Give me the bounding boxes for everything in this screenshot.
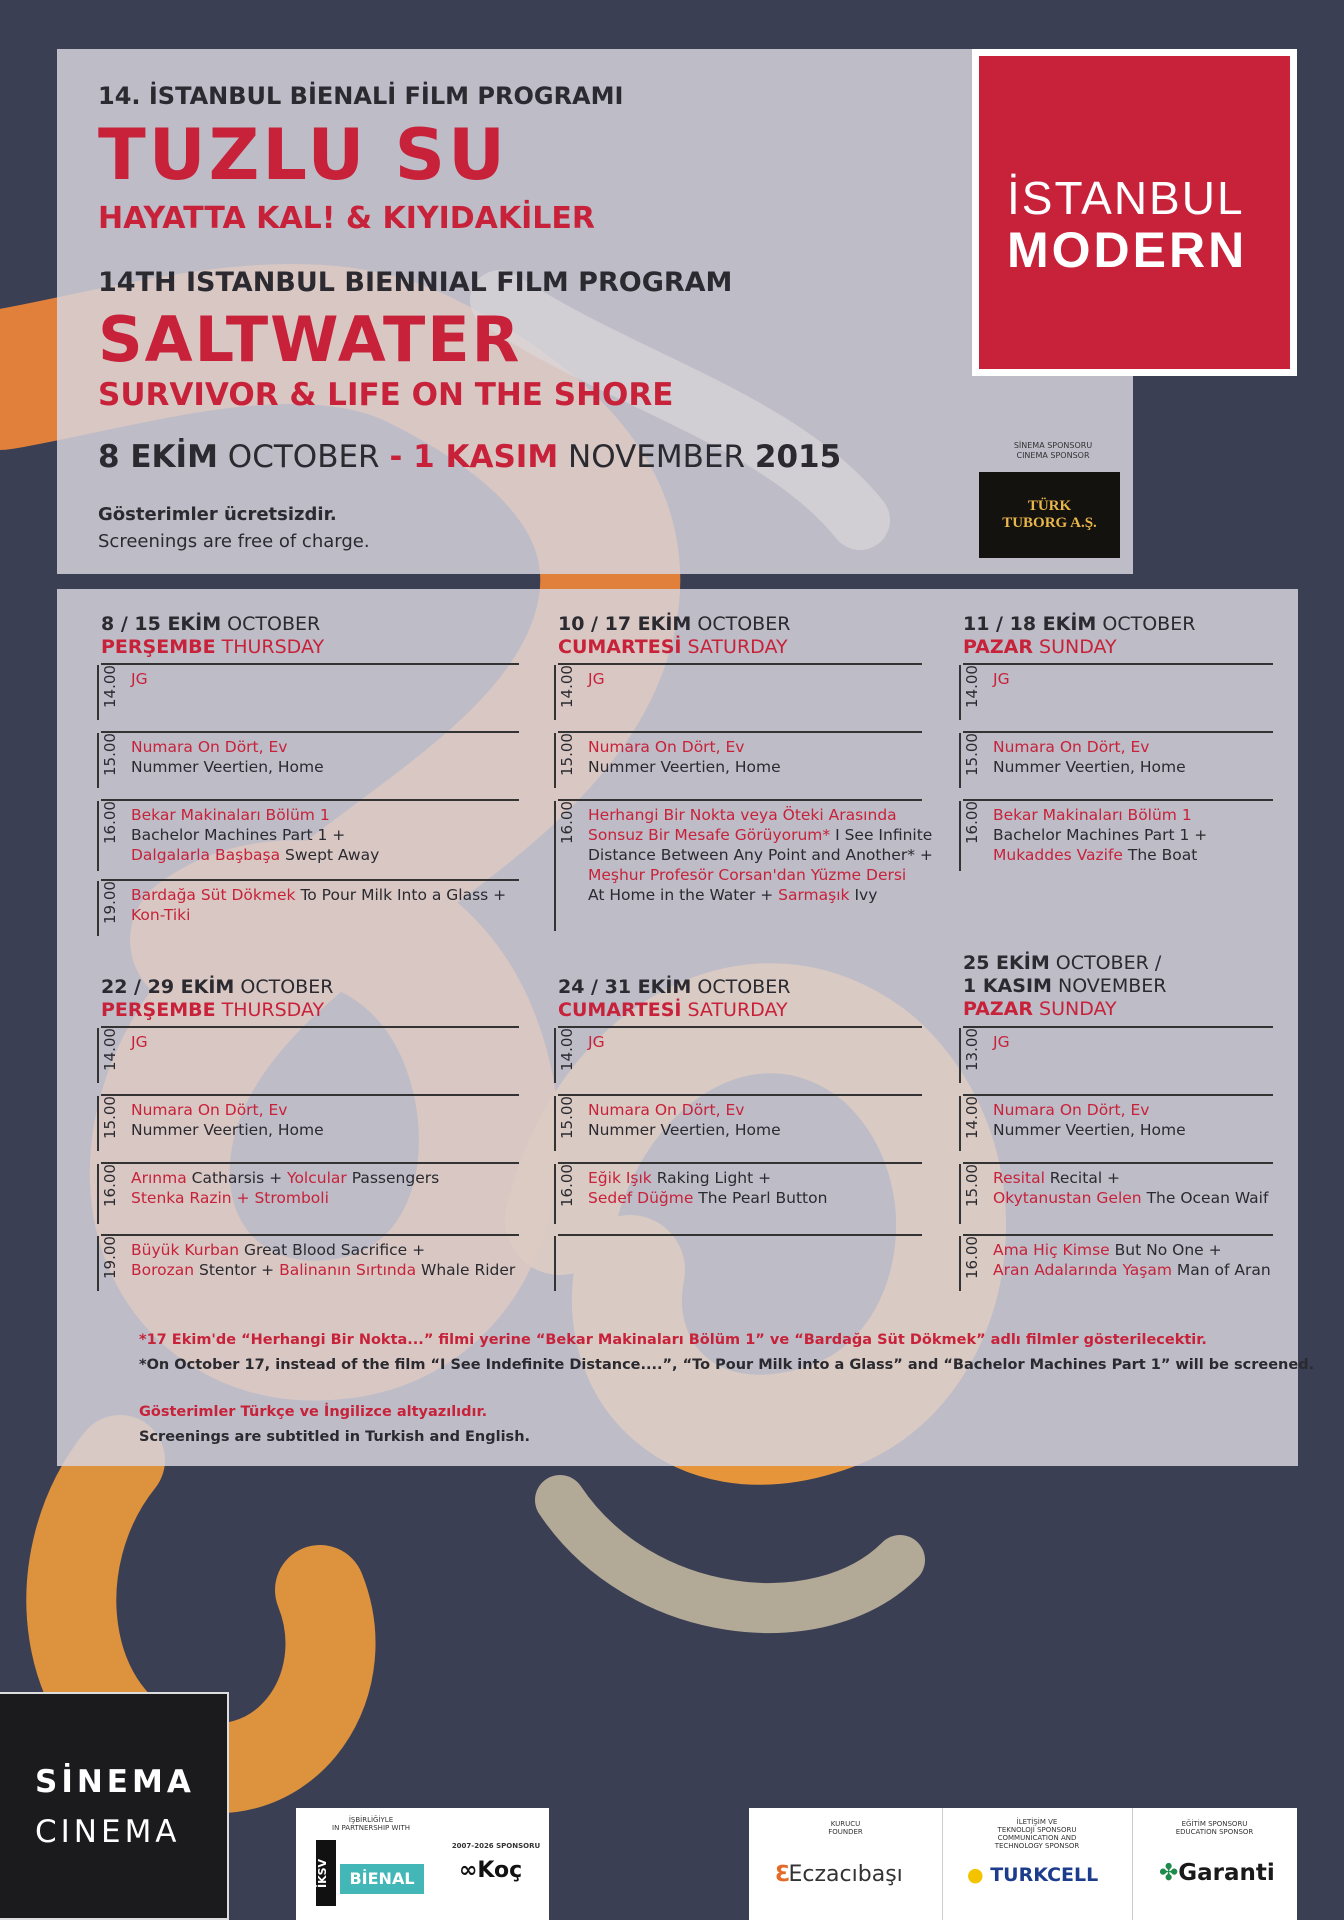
film-title-tr: Resital [993, 1169, 1045, 1187]
film-line [993, 805, 1207, 825]
tuborg-line-1: TÜRK [1027, 498, 1072, 514]
day-date: 25 EKİM OCTOBER / [963, 952, 1162, 974]
film-title-en: Distance Between Any Point and Another* + [588, 846, 933, 864]
screening-slot [963, 1234, 1273, 1291]
partner-logos [296, 1808, 549, 1920]
film-line [588, 1188, 827, 1208]
film-line [131, 1100, 324, 1120]
day-name: PAZAR SUNDAY [963, 636, 1117, 658]
film-line [131, 1260, 515, 1280]
istanbul-modern-logo [972, 49, 1297, 376]
film-line [993, 845, 1207, 865]
start-month-en: OCTOBER [217, 439, 390, 475]
screening-titles [993, 805, 1207, 865]
film-title-tr: Borozan [131, 1261, 195, 1279]
edu-sponsor-caption: EĞİTİM SPONSORU EDUCATION SPONSOR [1175, 1820, 1254, 1836]
tr-main-title: TUZLU SU [98, 114, 508, 196]
note-subtitles-tr: Gösterimler Türkçe ve İngilizce altyazılıdır. [139, 1404, 488, 1420]
screening-time: 19.00 [97, 881, 121, 936]
screening-time: 14.00 [554, 665, 578, 720]
screening-titles [588, 737, 781, 777]
film-title-tr: Bekar Makinaları Bölüm 1 [993, 806, 1192, 824]
program-dates [98, 439, 841, 475]
film-title-tr: Numara On Dört, Ev [588, 738, 745, 756]
film-title-en: Nummer Veertien, Home [993, 758, 1186, 776]
film-title-en: Catharsis + [186, 1169, 288, 1187]
day-name: PAZAR SUNDAY [963, 998, 1117, 1020]
film-line [588, 885, 933, 905]
free-note-tr: Gösterimler ücretsizdir. [98, 504, 337, 525]
film-title-tr: Arınma [131, 1169, 187, 1187]
film-title-tr: Yolcular [287, 1169, 347, 1187]
screening-time: 16.00 [97, 1164, 121, 1224]
film-line [993, 737, 1186, 757]
garanti-clover-icon: ✤ [1159, 1860, 1179, 1886]
koc-logo: ∞Koç [459, 1858, 523, 1883]
screening-time: 14.00 [97, 665, 121, 720]
film-line [588, 737, 781, 757]
day-block [963, 613, 1208, 864]
film-line [993, 825, 1207, 845]
film-title-tr: Bekar Makinaları Bölüm 1 [131, 806, 330, 824]
film-title-tr: JG [131, 670, 148, 688]
screening-slot [963, 1026, 1273, 1083]
logo-line-2: MODERN [1007, 222, 1248, 278]
film-title-en: Stentor + [194, 1261, 280, 1279]
film-title-en: Bachelor Machines Part 1 + [131, 826, 346, 844]
screening-slot [558, 1094, 922, 1151]
film-title-en: The Ocean Waif [1141, 1189, 1269, 1207]
film-line [993, 1032, 1010, 1052]
film-line [993, 1100, 1186, 1120]
screening-titles [588, 1032, 605, 1052]
film-title-en: Raking Light + [651, 1169, 772, 1187]
film-title-en: Nummer Veertien, Home [131, 758, 324, 776]
eczacibasi-mark-icon: ℇ [775, 1862, 789, 1887]
koc-symbol-icon: ∞ [459, 1858, 478, 1883]
tech-sponsor-caption: İLETİŞİM VE TEKNOLOJİ SPONSORU COMMUNICATION AND TECHNOLOGY SPONSOR [994, 1818, 1080, 1850]
garanti-logo: ✤Garanti [1159, 1860, 1275, 1886]
film-title-tr: Sedef Düğme [588, 1189, 694, 1207]
screening-time: 14.00 [554, 1028, 578, 1083]
screening-slot [101, 1094, 519, 1151]
film-line [131, 669, 148, 689]
film-title-tr: Herhangi Bir Nokta veya Öteki Arasında [588, 806, 897, 824]
note-change-en: *On October 17, instead of the film “I See Indefinite Distance....”, “To Pour Milk into a Glass” and “Bachelor Machines Part 1” will be screened. [139, 1357, 1315, 1373]
screening-slot [963, 799, 1273, 871]
film-title-tr: Ama Hiç Kimse [993, 1241, 1110, 1259]
screening-titles [588, 1168, 827, 1208]
film-title-en: Nummer Veertien, Home [588, 758, 781, 776]
year: 2015 [754, 439, 842, 475]
day-block [558, 976, 828, 1207]
film-title-tr: Bardağa Süt Dökmek [131, 886, 296, 904]
day-block [101, 613, 507, 924]
day-name: PERŞEMBE THURSDAY [101, 999, 325, 1021]
day-date: 8 / 15 EKİM OCTOBER [101, 613, 321, 635]
en-main-title: SALTWATER [98, 303, 522, 376]
film-line [131, 1120, 324, 1140]
screening-titles [588, 669, 605, 689]
film-line [131, 757, 324, 777]
screening-time [554, 1236, 578, 1291]
turkcell-logo: ● TURKCELL [967, 1864, 1099, 1886]
schedule-panel [57, 589, 1315, 1466]
film-line [993, 1120, 1186, 1140]
screening-time: 15.00 [554, 1096, 578, 1151]
screening-time: 19.00 [97, 1236, 121, 1291]
film-title-en: At Home in the Water + [588, 886, 779, 904]
film-title-tr: JG [588, 1033, 605, 1051]
screening-time: 15.00 [97, 1096, 121, 1151]
film-title-en: Swept Away [280, 846, 380, 864]
cinema-text: CINEMA [35, 1814, 181, 1850]
screening-time: 14.00 [959, 665, 983, 720]
film-line [588, 1120, 781, 1140]
film-title-tr: Kon-Tiki [131, 906, 191, 924]
sinema-text: SİNEMA [35, 1764, 195, 1800]
film-line [993, 1168, 1268, 1188]
screening-slot [558, 1234, 922, 1291]
tr-subtitle: HAYATTA KAL! & KIYIDAKİLER [98, 201, 595, 236]
note-change-tr: *17 Ekim'de “Herhangi Bir Nokta...” filmi yerine “Bekar Makinaları Bölüm 1” ve “Bardağa Süt Dökmek” adlı filmler gösterilecektir. [139, 1332, 1207, 1348]
film-title-en: But No One + [1109, 1241, 1222, 1259]
logo-line-1: İSTANBUL [1007, 172, 1245, 224]
screening-titles [131, 805, 379, 865]
screening-titles [993, 737, 1186, 777]
screening-time: 15.00 [959, 733, 983, 788]
screening-titles [993, 1032, 1010, 1052]
film-line [131, 805, 379, 825]
film-title-tr: Balinanın Sırtında [279, 1261, 417, 1279]
film-line [993, 1240, 1271, 1260]
film-line [131, 737, 324, 757]
day-block [101, 976, 516, 1279]
film-title-tr: Meşhur Profesör Corsan'dan Yüzme Dersi [588, 866, 907, 884]
screening-titles [131, 1240, 515, 1280]
film-title-en: Great Blood Sacrifice + [239, 1241, 426, 1259]
screening-titles [588, 805, 933, 905]
screening-titles [131, 669, 148, 689]
day-name: CUMARTESİ SATURDAY [558, 636, 788, 658]
screening-time: 14.00 [959, 1096, 983, 1151]
screening-slot [963, 1094, 1273, 1151]
day-date-2: 1 KASIM NOVEMBER [963, 975, 1167, 997]
film-title-tr: Mukaddes Vazife [993, 846, 1123, 864]
film-line [588, 845, 933, 865]
film-title-en: Bachelor Machines Part 1 + [993, 826, 1208, 844]
screening-time: 16.00 [959, 1236, 983, 1291]
film-title-tr: JG [993, 670, 1010, 688]
film-line [588, 757, 781, 777]
film-title-tr: Sonsuz Bir Mesafe Görüyorum* [588, 826, 831, 844]
koc-caption: 2007-2026 SPONSORU [451, 1842, 541, 1850]
screening-titles [131, 1168, 439, 1208]
iksv-logo: İKSV [316, 1840, 336, 1906]
film-line [131, 1240, 515, 1260]
end-date: - 1 KASIM [389, 439, 559, 475]
film-line [131, 1032, 148, 1052]
screening-titles [131, 1032, 148, 1052]
film-title-en: Passengers [346, 1169, 440, 1187]
tuborg-line-2: TUBORG A.Ş. [1002, 515, 1097, 531]
sponsor-logos [749, 1808, 1297, 1920]
film-title-tr: Sarmaşık [778, 886, 850, 904]
film-line [131, 1188, 439, 1208]
film-line [131, 845, 379, 865]
screening-slot [101, 879, 519, 936]
en-program-title: 14TH ISTANBUL BIENNIAL FILM PROGRAM [98, 267, 733, 298]
film-title-tr: Aran Adalarında Yaşam [993, 1261, 1172, 1279]
day-date: 22 / 29 EKİM OCTOBER [101, 976, 334, 998]
sinema-cinema-label [0, 1692, 229, 1920]
film-line [588, 1100, 781, 1120]
day-name: PERŞEMBE THURSDAY [101, 636, 325, 658]
film-line [131, 885, 506, 905]
film-title-en: Nummer Veertien, Home [993, 1121, 1186, 1139]
film-title-en: Whale Rider [416, 1261, 516, 1279]
day-block [963, 952, 1271, 1279]
film-title-tr: Büyük Kurban [131, 1241, 240, 1259]
film-title-en: Man of Aran [1171, 1261, 1271, 1279]
screening-slot [558, 731, 922, 788]
film-title-tr: Numara On Dört, Ev [131, 1101, 288, 1119]
screening-slot [963, 1162, 1273, 1224]
screening-slot [101, 799, 519, 871]
day-name: CUMARTESİ SATURDAY [558, 999, 788, 1021]
screening-titles [588, 1100, 781, 1140]
day-date: 24 / 31 EKİM OCTOBER [558, 976, 791, 998]
screening-slot [101, 663, 519, 720]
day-block [558, 613, 933, 904]
film-line [131, 825, 379, 845]
partner-caption: İŞBİRLİĞİYLE IN PARTNERSHIP WITH [332, 1816, 410, 1832]
screening-slot [558, 1026, 922, 1083]
screening-time: 15.00 [97, 733, 121, 788]
start-date: 8 EKİM [98, 439, 218, 475]
film-line [993, 1188, 1268, 1208]
film-line [588, 825, 933, 845]
screening-slot [558, 1162, 922, 1224]
film-title-tr: Numara On Dört, Ev [993, 738, 1150, 756]
screening-slot [558, 799, 933, 931]
screening-time: 15.00 [959, 1164, 983, 1224]
cinema-sponsor-cap-en: CINEMA SPONSOR [1016, 451, 1090, 460]
film-title-tr: Numara On Dört, Ev [588, 1101, 745, 1119]
screening-titles [993, 1240, 1271, 1280]
film-title-en: The Boat [1122, 846, 1198, 864]
film-title-en: I See Infinite [830, 826, 933, 844]
screening-slot [101, 1026, 519, 1083]
film-title-en: The Pearl Button [693, 1189, 828, 1207]
screening-time: 16.00 [959, 801, 983, 871]
screening-slot [558, 663, 922, 720]
screening-time: 16.00 [554, 801, 578, 931]
film-title-en: Recital + [1044, 1169, 1121, 1187]
film-line [993, 757, 1186, 777]
film-title-en: Nummer Veertien, Home [131, 1121, 324, 1139]
cinema-sponsor-caption [980, 441, 1126, 461]
en-subtitle: SURVIVOR & LIFE ON THE SHORE [98, 377, 674, 413]
film-title-tr: Eğik Işık [588, 1169, 652, 1187]
turkcell-leaf-icon: ● [967, 1864, 984, 1886]
day-date: 11 / 18 EKİM OCTOBER [963, 613, 1196, 635]
screening-titles [993, 669, 1010, 689]
film-line [131, 1168, 439, 1188]
film-title-tr: Dalgalarla Başbaşa [131, 846, 281, 864]
eczacibasi-logo: ℇEczacıbaşı [775, 1862, 903, 1887]
screening-slot [101, 731, 519, 788]
film-title-en: Ivy [849, 886, 878, 904]
screening-time: 13.00 [959, 1028, 983, 1083]
bienal-logo: BİENAL [340, 1864, 424, 1894]
day-date: 10 / 17 EKİM OCTOBER [558, 613, 791, 635]
cinema-sponsor-cap-tr: SİNEMA SPONSORU [1013, 441, 1093, 450]
film-title-tr: Stenka Razin + Stromboli [131, 1189, 329, 1207]
screening-titles [993, 1168, 1268, 1208]
screening-titles [131, 1100, 324, 1140]
screening-time: 16.00 [554, 1164, 578, 1224]
film-title-en: To Pour Milk Into a Glass + [295, 886, 507, 904]
tr-program-title: 14. İSTANBUL BİENALİ FİLM PROGRAMI [98, 82, 624, 110]
founder-caption: KURUCU FOUNDER [828, 1820, 863, 1836]
screening-slot [101, 1234, 519, 1291]
film-title-tr: JG [588, 670, 605, 688]
screening-time: 15.00 [554, 733, 578, 788]
film-line [588, 1168, 827, 1188]
tuborg-logo [979, 472, 1120, 558]
note-subtitles-en: Screenings are subtitled in Turkish and English. [139, 1429, 531, 1445]
screening-titles [131, 737, 324, 777]
screening-slot [963, 663, 1273, 720]
screening-slot [963, 731, 1273, 788]
film-title-tr: Numara On Dört, Ev [131, 738, 288, 756]
end-month-en: NOVEMBER [558, 439, 755, 475]
film-line [588, 1032, 605, 1052]
film-line [993, 669, 1010, 689]
film-line [131, 905, 506, 925]
film-line [993, 1260, 1271, 1280]
film-title-tr: JG [131, 1033, 148, 1051]
film-title-en: Nummer Veertien, Home [588, 1121, 781, 1139]
film-title-tr: Numara On Dört, Ev [993, 1101, 1150, 1119]
screening-slot [101, 1162, 519, 1224]
film-line [588, 805, 933, 825]
film-line [588, 865, 933, 885]
film-title-tr: Okytanustan Gelen [993, 1189, 1142, 1207]
screening-titles [993, 1100, 1186, 1140]
free-note-en: Screenings are free of charge. [98, 531, 370, 552]
screening-titles [131, 885, 506, 925]
film-title-tr: JG [993, 1033, 1010, 1051]
screening-time: 14.00 [97, 1028, 121, 1083]
film-line [588, 669, 605, 689]
screening-time: 16.00 [97, 801, 121, 871]
